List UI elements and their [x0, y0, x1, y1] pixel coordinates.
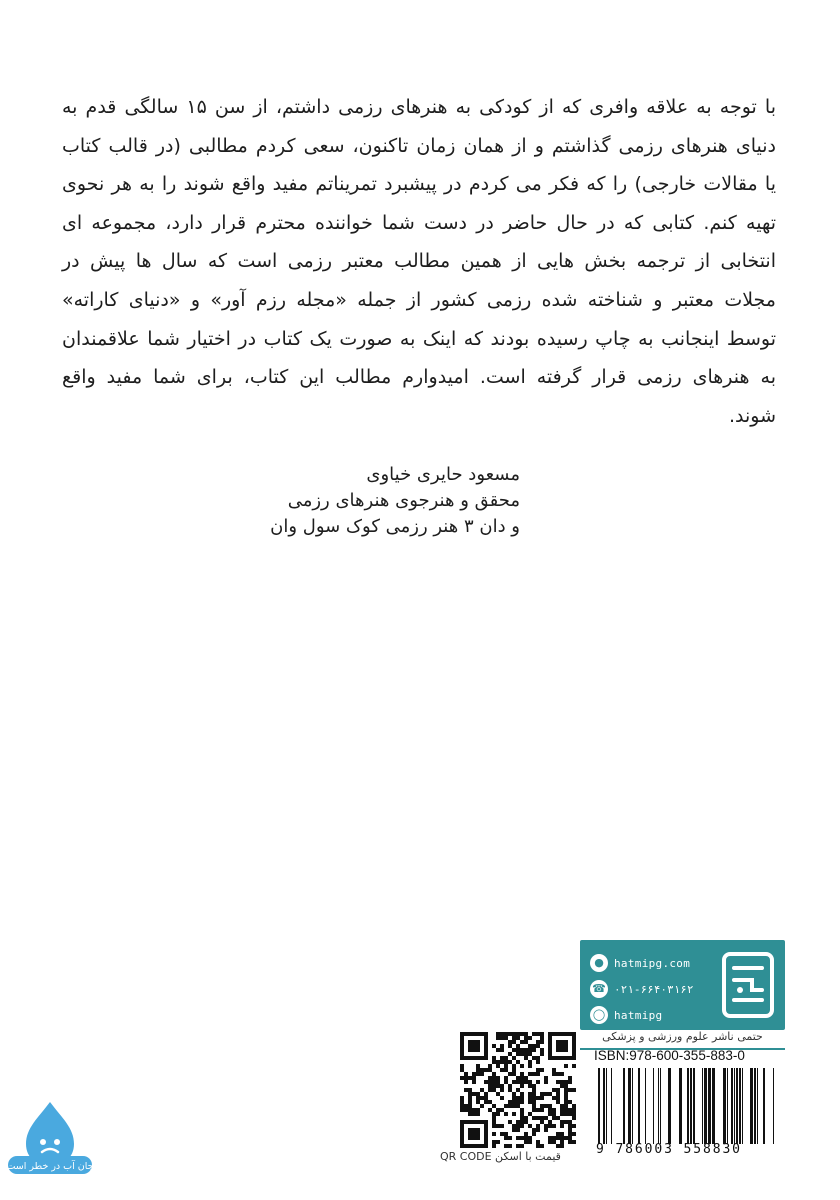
instagram-icon: ◯	[590, 1006, 608, 1024]
publisher-logo-mark	[720, 950, 776, 1020]
author-name: مسعود حایری خیاوی	[366, 464, 520, 485]
publisher-contacts	[590, 950, 708, 1028]
phone-text: ۰۲۱-۶۶۴۰۳۱۶۲	[614, 982, 694, 996]
globe-icon: ●	[590, 954, 608, 972]
publisher-caption: حتمی ناشر علوم ورزشی و پزشکی	[580, 1030, 785, 1050]
badge-text: جان آب در خطر است	[6, 1161, 94, 1172]
author-title-line-2: و دان ۳ هنر رزمی کوک سول وان	[270, 516, 520, 537]
publisher-panel	[580, 940, 785, 1030]
isbn-barcode	[596, 1068, 782, 1144]
publisher-logo	[717, 948, 779, 1022]
phone-icon: ☎	[590, 980, 608, 998]
website-text: hatmipg.com	[614, 956, 691, 970]
qr-caption: قیمت با اسکن QR CODE	[440, 1150, 561, 1163]
instagram-row[interactable]	[590, 1002, 708, 1028]
isbn-number: ISBN:978-600-355-883-0	[594, 1048, 745, 1063]
website-row[interactable]	[590, 950, 708, 976]
instagram-text: hatmipg	[614, 1008, 663, 1022]
author-title-line-1: محقق و هنرجوی هنرهای رزمی	[287, 490, 520, 511]
water-drop-badge	[4, 1098, 96, 1178]
barcode-digits: 9 786003 558830	[596, 1142, 742, 1157]
preface-paragraph: با توجه به علاقه وافری که از کودکی به هنرهای رزمی داشتم، از سن ۱۵ سالگی قدم به دنیای هنرهای رزمی گذاشتم و از همان زمان تاکنون، سعی کردم مطالبی (در قالب کتاب یا مقالات خارجی) را که فکر می کردم در پیشبرد تمریناتم مفید واقع شوند را به هر نحوی تهیه کنم. کتابی که در حال حاضر در دست شما خواننده محترم قرار دارد، مجموعه ای انتخابی از ترجمه بخش هایی از همین مطالب معتبر رزمی است که سال ها پیش در مجلات معتبر و شناخته شده رزمی کشور از جمله «مجله رزم آور» و «دنیای کاراته» توسط اینجانب به چاپ رسیده بودند که اینک به صورت یک کتاب در اختیار شما علاقمندان به هنرهای رزمی قرار گرفته است. امیدوارم مطالب این کتاب، برای شما مفید واقع شوند.	[62, 96, 776, 427]
author-signature	[220, 462, 520, 540]
phone-row[interactable]	[590, 976, 708, 1002]
qr-code[interactable]	[460, 1032, 576, 1148]
